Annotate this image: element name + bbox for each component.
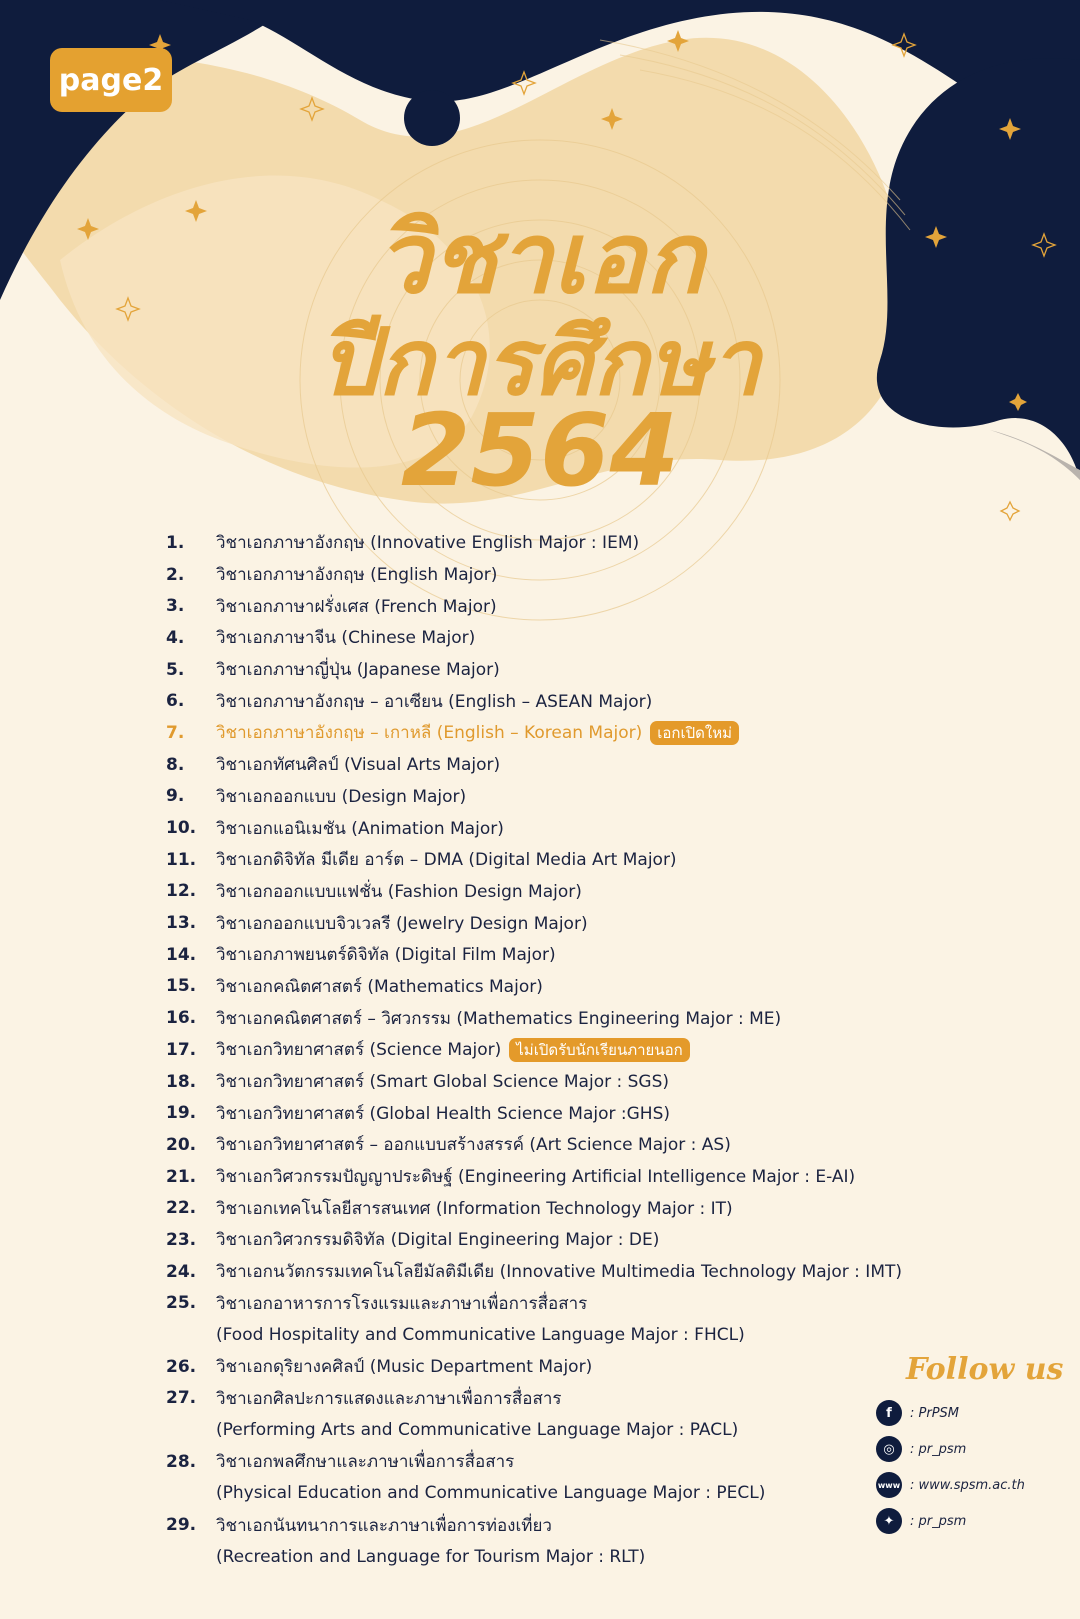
major-number: 5. (166, 659, 185, 680)
major-number: 24. (166, 1261, 197, 1282)
major-text: วิชาเอกภาษาอังกฤษ (English Major) (216, 565, 498, 586)
title-line-3: 2564 (400, 392, 680, 509)
dark-circle (404, 90, 460, 146)
major-number: 9. (166, 786, 185, 807)
social-label: : www.spsm.ac.th (910, 1477, 1025, 1493)
major-text: วิชาเอกพลศึกษาและภาษาเพื่อการสื่อสาร (216, 1452, 515, 1473)
major-number: 29. (166, 1515, 197, 1536)
major-text: วิชาเอกภาษาฝรั่งเศส (French Major) (216, 596, 497, 617)
major-item (166, 907, 1046, 939)
major-item (166, 590, 1046, 622)
major-text: วิชาเอกทัศนศิลป์ (Visual Arts Major) (216, 755, 501, 776)
major-number: 12. (166, 881, 197, 902)
major-text: วิชาเอกดุริยางคศิลป์ (Music Department Major) (216, 1357, 593, 1378)
major-number: 22. (166, 1198, 197, 1219)
major-item (166, 1224, 1046, 1256)
major-text: วิชาเอกภาษาอังกฤษ – อาเซียน (English – ASEAN Major) (216, 691, 653, 712)
major-number: 18. (166, 1071, 197, 1092)
major-item (166, 1097, 1046, 1129)
major-item (166, 559, 1046, 591)
social-item[interactable] (876, 1503, 1066, 1539)
major-item (166, 1161, 1046, 1193)
major-text: วิชาเอกภาษาอังกฤษ – เกาหลี (English – Korean Major) (216, 723, 643, 744)
major-text-english: (Food Hospitality and Communicative Language Major : FHCL) (216, 1325, 745, 1346)
major-number: 6. (166, 691, 185, 712)
web-icon: www (876, 1472, 902, 1498)
major-number: 7. (166, 722, 185, 743)
major-number: 1. (166, 532, 185, 553)
major-text: วิชาเอกวิทยาศาสตร์ – ออกแบบสร้างสรรค์ (Art Science Major : AS) (216, 1135, 731, 1156)
major-item (166, 971, 1046, 1003)
major-text: วิชาเอกภาพยนตร์ดิจิทัล (Digital Film Major) (216, 945, 556, 966)
major-item (166, 749, 1046, 781)
major-item (166, 1129, 1046, 1161)
major-number: 16. (166, 1008, 197, 1029)
major-text-english: (Performing Arts and Communicative Language Major : PACL) (216, 1420, 739, 1441)
major-text: วิชาเอกเทคโนโลยีสารสนเทศ (Information Technology Major : IT) (216, 1198, 733, 1219)
major-item (166, 812, 1046, 844)
follow-us (876, 1352, 1066, 1539)
social-list (876, 1395, 1066, 1539)
title-line-2: ปีการศึกษา (319, 309, 761, 416)
major-item-continued (166, 1541, 1046, 1573)
major-item (166, 781, 1046, 813)
major-text: วิชาเอกวิศวกรรมปัญญาประดิษฐ์ (Engineering Artificial Intelligence Major : E-AI) (216, 1167, 856, 1188)
instagram-icon: ◎ (876, 1436, 902, 1462)
social-item[interactable] (876, 1467, 1066, 1503)
major-text: วิชาเอกอาหารการโรงแรมและภาษาเพื่อการสื่อสาร (216, 1293, 588, 1314)
major-item (166, 1288, 1046, 1320)
major-number: 19. (166, 1103, 197, 1124)
major-text: วิชาเอกภาษาอังกฤษ (Innovative English Major : IEM) (216, 533, 640, 554)
major-text: วิชาเอกวิทยาศาสตร์ (Global Health Science Major :GHS) (216, 1103, 670, 1124)
major-item (166, 844, 1046, 876)
social-label: : pr_psm (910, 1513, 967, 1529)
major-number: 23. (166, 1229, 197, 1250)
major-text-english: (Physical Education and Communicative Language Major : PECL) (216, 1483, 766, 1504)
major-number: 14. (166, 944, 197, 965)
major-item (166, 685, 1046, 717)
major-number: 3. (166, 596, 185, 617)
major-item (166, 527, 1046, 559)
facebook-icon: f (876, 1400, 902, 1426)
major-item (166, 1192, 1046, 1224)
title-line-1: วิชาเอก (375, 202, 705, 316)
major-number: 13. (166, 913, 197, 934)
major-item (166, 717, 1046, 749)
major-number: 28. (166, 1451, 197, 1472)
major-text: วิชาเอกวิทยาศาสตร์ (Science Major) (216, 1040, 502, 1061)
major-tag-badge: ไม่เปิดรับนักเรียนภายนอก (509, 1038, 689, 1062)
social-item[interactable] (876, 1431, 1066, 1467)
major-number: 26. (166, 1356, 197, 1377)
major-text: วิชาเอกดิจิทัล มีเดีย อาร์ต – DMA (Digital Media Art Major) (216, 850, 677, 871)
major-text: วิชาเอกนันทนาการและภาษาเพื่อการท่องเที่ยว (216, 1515, 552, 1536)
major-text: วิชาเอกออกแบบจิวเวลรี (Jewelry Design Major) (216, 913, 588, 934)
major-text: วิชาเอกแอนิเมชัน (Animation Major) (216, 818, 504, 839)
major-text: วิชาเอกภาษาจีน (Chinese Major) (216, 628, 476, 649)
major-text: วิชาเอกวิศวกรรมดิจิทัล (Digital Engineering Major : DE) (216, 1230, 660, 1251)
major-text: วิชาเอกคณิตศาสตร์ (Mathematics Major) (216, 976, 543, 997)
major-item (166, 654, 1046, 686)
major-item (166, 1256, 1046, 1288)
follow-title: Follow us (906, 1352, 1064, 1387)
major-text: วิชาเอกคณิตศาสตร์ – วิศวกรรม (Mathematics Engineering Major : ME) (216, 1008, 782, 1029)
major-number: 15. (166, 976, 197, 997)
major-number: 20. (166, 1134, 197, 1155)
major-number: 25. (166, 1293, 197, 1314)
major-number: 11. (166, 849, 197, 870)
major-text: วิชาเอกออกแบบแฟชั่น (Fashion Design Major) (216, 881, 582, 902)
major-text: วิชาเอกออกแบบ (Design Major) (216, 786, 467, 807)
major-number: 10. (166, 818, 197, 839)
major-number: 8. (166, 754, 185, 775)
major-item (166, 939, 1046, 971)
social-item[interactable] (876, 1395, 1066, 1431)
major-number: 17. (166, 1039, 197, 1060)
major-text: วิชาเอกภาษาญี่ปุ่น (Japanese Major) (216, 660, 500, 681)
major-text: วิชาเอกวิทยาศาสตร์ (Smart Global Science Major : SGS) (216, 1072, 670, 1093)
twitter-icon: ✦ (876, 1508, 902, 1534)
major-item (166, 1066, 1046, 1098)
major-item (166, 1002, 1046, 1034)
major-item (166, 1034, 1046, 1066)
social-label: : pr_psm (910, 1441, 967, 1457)
page-badge: page2 (50, 48, 172, 112)
major-number: 21. (166, 1166, 197, 1187)
major-number: 4. (166, 627, 185, 648)
major-text: วิชาเอกนวัตกรรมเทคโนโลยีมัลติมีเดีย (Innovative Multimedia Technology Major : IMT) (216, 1262, 903, 1283)
major-number: 27. (166, 1388, 197, 1409)
major-tag-badge: เอกเปิดใหม่ (650, 721, 739, 745)
major-item (166, 876, 1046, 908)
social-label: : PrPSM (910, 1405, 960, 1421)
major-text: วิชาเอกศิลปะการแสดงและภาษาเพื่อการสื่อสาร (216, 1388, 562, 1409)
major-number: 2. (166, 564, 185, 585)
major-text-english: (Recreation and Language for Tourism Major : RLT) (216, 1546, 646, 1567)
major-item (166, 622, 1046, 654)
major-item-continued (166, 1319, 1046, 1351)
